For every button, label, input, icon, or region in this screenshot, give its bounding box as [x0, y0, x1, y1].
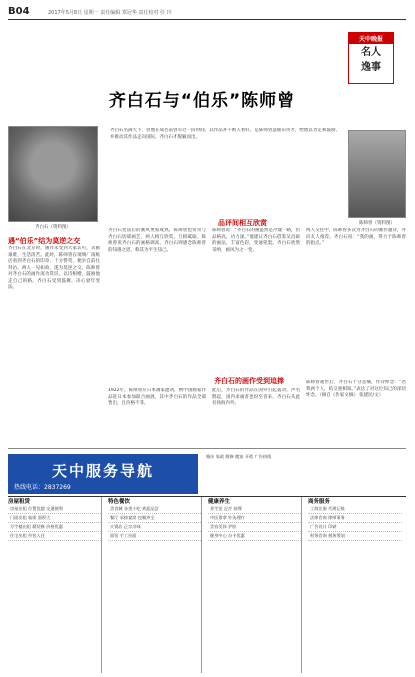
ad-column-1 — [8, 497, 102, 673]
article-title: 齐白石与“伯乐”陈师曾 — [108, 91, 296, 111]
photo-caption-chen: 陈师曾（资料图） — [359, 221, 395, 226]
ad-column-2 — [108, 497, 202, 673]
ad-item[interactable]: 门面出租 临街 面积大 — [8, 514, 101, 523]
section-heading-1: 遇“伯乐”结为莫逆之交 — [8, 237, 81, 245]
page-header — [8, 6, 406, 20]
ad-item[interactable]: 法律咨询 律师事务 — [308, 514, 402, 523]
ad-column-4 — [308, 497, 402, 673]
ad-item[interactable]: 住宅出租 拎包入住 — [8, 532, 101, 541]
ad-category: 健康养生 — [208, 499, 231, 505]
ad-grid — [8, 496, 406, 672]
ad-item[interactable]: 财务咨询 税务筹划 — [308, 532, 402, 541]
ad-item[interactable]: 广告设计 印刷 — [308, 523, 402, 532]
ad-item[interactable]: 美容美体 护肤 — [208, 523, 301, 532]
ad-category: 商务服务 — [308, 499, 331, 505]
section-heading-2: 品评间相互欣赏 — [218, 219, 267, 227]
ad-item[interactable]: 写字楼出租 精装修 价格优惠 — [8, 523, 101, 532]
article-column-7: 陈师曾逝世后，齐白石十分悲痛，作诗悼念：“君我两个人，结交重相知。”表达了对这位知己的深切怀念。（摘自《作家文摘》 张建民/文） — [306, 380, 406, 398]
ad-phone: 热线电话：2837269 — [14, 484, 71, 491]
column-logo — [348, 32, 394, 84]
ad-category: 房屋租赁 — [8, 499, 31, 505]
ad-item[interactable]: 餐厅 承接宴席 包厢齐全 — [108, 514, 201, 523]
page-meta: 2017年5月8日 星期一 责任编辑 郑冠华 责任校对 任 玲 — [48, 10, 172, 16]
ad-item[interactable]: 火锅店 正宗川味 — [108, 523, 201, 532]
ad-item[interactable]: 工商注册 代理记账 — [308, 505, 402, 514]
ad-category: 特色餐饮 — [108, 499, 131, 505]
ad-title: 天中服务导航 — [52, 462, 155, 480]
photo-caption-qi: 齐白石（资料图） — [35, 225, 71, 230]
article-column-2: 齐白石变法后的画风更加成熟。陈师曾也常常与齐白石切磋画艺，两人相互欣赏，互相砥砺。陈师曾说齐白石的画格调高，齐白石则感念陈师曾的知遇之恩，称其为平生知己。 — [108, 228, 206, 253]
ad-top-right: 婚庆 家政 维修 搬家 开锁 广告热线 — [206, 454, 272, 459]
column-name-2: 逸事 — [361, 62, 381, 73]
article-column-4: 两人交往中，陈师曾多次为齐白石的画作题诗，并向友人推荐。齐白石说：“我的画，得力于陈师曾的指点。” — [306, 228, 406, 246]
ad-banner — [8, 454, 198, 494]
ad-column-3 — [208, 497, 302, 673]
section-divider — [8, 448, 406, 449]
column-name-1: 名人 — [361, 47, 381, 58]
article-lead: 齐白石名满天下，但他在成名前曾有过一段时间，其作品并不被人看好。是陈师曾慧眼识英才，给他以肯定和鼓励，并推动其作品走向国际，齐白石才脱颖而出。 — [110, 128, 340, 140]
article-column-3: 陈师曾说：“齐白石的画虽然是冷逸一路，但品格高，功力深。”他建议齐白石借鉴吴昌硕的画法，丰富色彩，变通笔墨。齐白石欣然采纳，画风为之一变。 — [212, 228, 300, 253]
page-number: B04 — [8, 6, 30, 17]
ad-item[interactable]: 健身中心 办卡优惠 — [208, 532, 301, 541]
portrait-photo-chen — [348, 130, 406, 226]
ad-item[interactable]: 面馆 手工拉面 — [108, 532, 201, 541]
brand-name: 天中晚报 — [349, 33, 393, 44]
article-column-1: 齐白石在北京时，画作未受到大家认可，卖画艰难，生活清苦。此时，陈师曾在琉璃厂南纸店看到齐白石的印章，十分赞赏，便亲自前往拜访。两人一见如故，遂为莫逆之交。陈师曾对齐白石的画作深为赏识，以诗相赠，鼓励他走自己的路。齐白石受到鼓舞，决心衰年变法。 — [8, 246, 100, 290]
article-column-6: 此后，齐白石的作品在国外引起轰动，声名鹊起，国内求画者也纷至沓来，齐白石从此名扬海内外。 — [212, 388, 300, 406]
ad-item[interactable]: 养生馆 足疗 按摩 — [208, 505, 301, 514]
section-heading-3: 齐白石的画作受到追捧 — [214, 377, 284, 385]
article-column-5: 1922年，陈师曾应日本画家邀请，携中国画家作品赴日本参加联合画展，其中齐白石的作品全部售出，且价格不菲。 — [108, 388, 206, 406]
ad-item[interactable]: 中医推拿 针灸理疗 — [208, 514, 301, 523]
ad-item[interactable]: 房屋出租 位置优越 交通便利 — [8, 505, 101, 514]
portrait-photo-qi — [8, 126, 98, 230]
ad-item[interactable]: 美食城 各类小吃 欢迎品尝 — [108, 505, 201, 514]
